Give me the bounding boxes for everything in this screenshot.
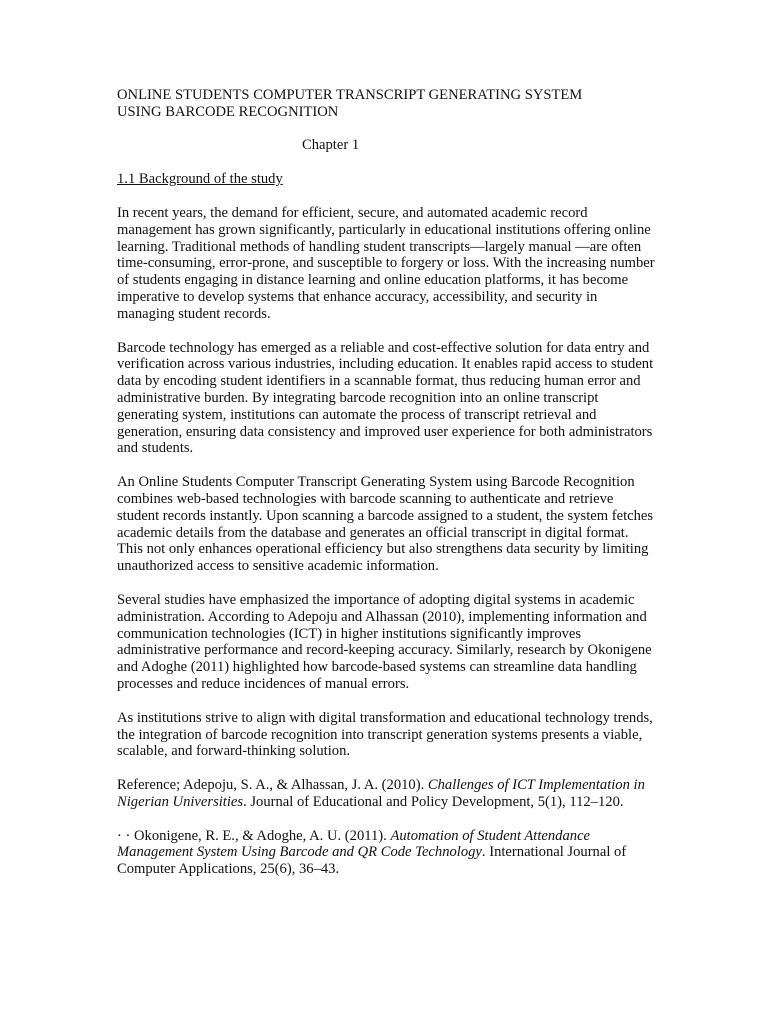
- reference-1: [117, 777, 657, 811]
- reference-2-prefix: · · Okonigene, R. E., & Adoghe, A. U. (2011).: [117, 827, 391, 844]
- reference-1-title: Challenges of ICT Implementation in Nigerian Universities: [117, 777, 645, 810]
- paragraph-3: An Online Students Computer Transcript Generating System using Barcode Recognition combines web-based technologies with barcode scanning to authenticate and retrieve student records instantly. Upon scanning a barcode assigned to a student, the system fetches academic details from the database and generates an official transcript in digital format. This not only enhances operational efficiency but also strengthens data security by limiting unauthorized access to sensitive academic information.: [117, 474, 654, 575]
- paragraph-4: Several studies have emphasized the importance of adopting digital systems in academic administration. According to Adepoju and Alhassan (2010), implementing information and communication technologies (ICT) in higher institutions significantly improves administrative performance and record-keeping accuracy. Similarly, research by Okonigene and Adoghe (2011) highlighted how barcode-based systems can streamline data handling processes and reduce incidences of manual errors.: [117, 591, 652, 692]
- section-heading: 1.1 Background of the study: [117, 171, 283, 188]
- reference-1-suffix: . Journal of Educational and Policy Development, 5(1), 112–120.: [243, 793, 624, 810]
- title-line-1: ONLINE STUDENTS COMPUTER TRANSCRIPT GENERATING SYSTEM: [117, 87, 583, 103]
- reference-2-title: Automation of Student Attendance Management System Using Barcode and QR Code Technology: [117, 827, 591, 861]
- document-page: [117, 87, 657, 878]
- paragraph-5: As institutions strive to align with digital transformation and educational technology trends, the integration of barcode recognition into transcript generation systems presents a viable, scalable, and forward-thinking solution.: [117, 709, 653, 760]
- reference-2-suffix: . International Journal of Computer Applications, 25(6), 36–43.: [117, 844, 627, 878]
- chapter-heading: Chapter 1: [302, 137, 360, 154]
- title-line-2: USING BARCODE RECOGNITION: [117, 103, 339, 120]
- paragraph-1: In recent years, the demand for efficient, secure, and automated academic record management has grown significantly, particularly in educational institutions offering online learning. Traditional methods of handling student transcripts—largely manual —are often time-consuming, error-prone, and susceptible to forgery or loss. With the increasing number of students engaging in distance learning and online education platforms, it has become imperative to develop systems that enhance accuracy, accessibility, and security in managing student records.: [117, 204, 655, 322]
- reference-2: [117, 828, 657, 878]
- document-title: [117, 87, 657, 121]
- paragraph-2: Barcode technology has emerged as a reliable and cost-effective solution for data entry and verification across various industries, including education. It enables rapid access to student data by encoding student identifiers in a scannable format, thus reducing human error and administrative burden. By integrating barcode recognition into an online transcript generating system, institutions can automate the process of transcript retrieval and generation, ensuring data consistency and improved user experience for both administrators and students.: [117, 339, 654, 457]
- reference-1-prefix: Reference; Adepoju, S. A., & Alhassan, J. A. (2010).: [117, 777, 428, 794]
